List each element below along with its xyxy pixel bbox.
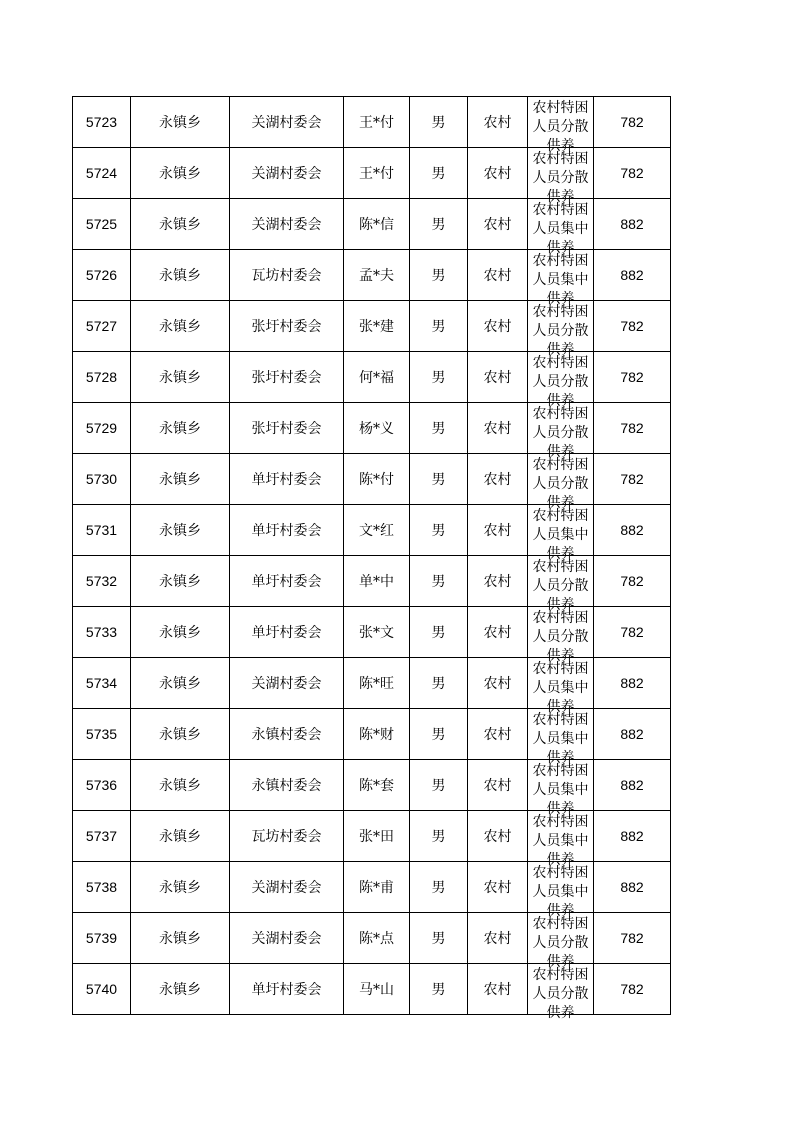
person-name-cell: 陈*甫: [344, 862, 410, 913]
support-category-text: [528, 456, 593, 511]
support-category-line: 农村特困: [532, 559, 589, 575]
support-category-line: 农村特困: [532, 457, 589, 473]
area-type-cell: 农村: [468, 97, 528, 148]
village-committee-cell: 永镇村委会: [230, 760, 344, 811]
support-category-line: 农村特困: [532, 967, 589, 983]
village-committee-cell: 关湖村委会: [230, 148, 344, 199]
table-row: [73, 760, 671, 811]
support-category-line: 人员分散: [532, 578, 589, 594]
area-type-cell: 农村: [468, 913, 528, 964]
township-cell: 永镇乡: [131, 964, 230, 1015]
table-row: [73, 301, 671, 352]
table-row: [73, 658, 671, 709]
person-name-cell: 文*红: [344, 505, 410, 556]
area-type-cell: 农村: [468, 403, 528, 454]
support-category-line: 人员分散: [532, 323, 589, 339]
support-category-cell: [528, 760, 594, 817]
gender-cell: 男: [410, 505, 468, 556]
gender-cell: 男: [410, 148, 468, 199]
beneficiary-table: [72, 96, 671, 1021]
person-name-cell: 张*文: [344, 607, 410, 658]
support-category-line: 供养: [546, 444, 575, 460]
support-category-text: [528, 252, 593, 307]
area-type-cell: 农村: [468, 454, 528, 505]
support-category-cell: [528, 301, 594, 358]
record-number-cell: 5738: [73, 862, 131, 913]
support-category-text: [528, 864, 593, 919]
table-row: [73, 607, 671, 658]
area-type-cell: 农村: [468, 199, 528, 250]
support-category-line: 供养: [546, 750, 575, 766]
person-name-cell: 陈*财: [344, 709, 410, 760]
support-category-cell: [528, 250, 594, 307]
record-number-cell: 5725: [73, 199, 131, 250]
village-committee-cell: 关湖村委会: [230, 658, 344, 709]
table-row: [73, 811, 671, 862]
amount-cell: 882: [594, 709, 671, 760]
support-category-line: 人员分散: [532, 119, 589, 135]
table-row: [73, 403, 671, 454]
support-category-line: 供养: [546, 342, 575, 358]
support-category-cell: [528, 352, 594, 409]
support-category-cell: [528, 658, 594, 715]
support-category-cell: [528, 811, 594, 868]
table-row: [73, 148, 671, 199]
township-cell: 永镇乡: [131, 148, 230, 199]
amount-cell: 782: [594, 607, 671, 658]
support-category-text: [528, 303, 593, 358]
village-committee-cell: 关湖村委会: [230, 862, 344, 913]
gender-cell: 男: [410, 709, 468, 760]
amount-cell: 882: [594, 199, 671, 250]
record-number-cell: 5736: [73, 760, 131, 811]
township-cell: 永镇乡: [131, 811, 230, 862]
amount-cell: 782: [594, 556, 671, 607]
village-committee-cell: 单圩村委会: [230, 964, 344, 1015]
person-name-cell: 陈*套: [344, 760, 410, 811]
support-category-line: 供养: [546, 138, 575, 154]
amount-cell: 782: [594, 97, 671, 148]
amount-cell: 882: [594, 658, 671, 709]
area-type-cell: 农村: [468, 301, 528, 352]
support-category-line: 人员集中: [532, 884, 589, 900]
record-number-cell: 5733: [73, 607, 131, 658]
support-category-text: [528, 507, 593, 562]
support-category-line: 人员集中: [532, 731, 589, 747]
table-row: [73, 913, 671, 964]
gender-cell: 男: [410, 250, 468, 301]
township-cell: 永镇乡: [131, 607, 230, 658]
support-category-text: [528, 354, 593, 409]
support-category-cell: [528, 607, 594, 664]
support-category-line: 农村特困: [532, 661, 589, 677]
person-name-cell: 王*付: [344, 97, 410, 148]
village-committee-cell: 关湖村委会: [230, 199, 344, 250]
support-category-line: 农村特困: [532, 508, 589, 524]
township-cell: 永镇乡: [131, 658, 230, 709]
village-committee-cell: 关湖村委会: [230, 97, 344, 148]
amount-cell: 882: [594, 862, 671, 913]
support-category-line: 供养: [546, 189, 575, 205]
person-name-cell: 陈*信: [344, 199, 410, 250]
support-category-line: 农村特困: [532, 406, 589, 422]
support-category-line: 农村特困: [532, 814, 589, 830]
support-category-text: [528, 99, 593, 154]
amount-cell: 882: [594, 250, 671, 301]
support-category-line: 人员集中: [532, 833, 589, 849]
area-type-cell: 农村: [468, 505, 528, 556]
gender-cell: 男: [410, 301, 468, 352]
support-category-line: 供养: [546, 291, 575, 307]
amount-cell: 782: [594, 964, 671, 1015]
support-category-text: [528, 201, 593, 256]
support-category-text: [528, 762, 593, 817]
support-category-line: 人员分散: [532, 170, 589, 186]
township-cell: 永镇乡: [131, 352, 230, 403]
village-committee-cell: 张圩村委会: [230, 352, 344, 403]
support-category-line: 供养: [546, 954, 575, 970]
support-category-line: 供养: [546, 1005, 575, 1021]
support-category-line: 农村特困: [532, 304, 589, 320]
person-name-cell: 杨*义: [344, 403, 410, 454]
support-category-line: 农村特困: [532, 610, 589, 626]
amount-cell: 882: [594, 811, 671, 862]
township-cell: 永镇乡: [131, 97, 230, 148]
support-category-cell: [528, 862, 594, 919]
amount-cell: 782: [594, 454, 671, 505]
person-name-cell: 何*福: [344, 352, 410, 403]
support-category-cell: [528, 403, 594, 460]
village-committee-cell: 张圩村委会: [230, 403, 344, 454]
area-type-cell: 农村: [468, 148, 528, 199]
village-committee-cell: 单圩村委会: [230, 607, 344, 658]
table-row: [73, 556, 671, 607]
area-type-cell: 农村: [468, 760, 528, 811]
village-committee-cell: 单圩村委会: [230, 556, 344, 607]
record-number-cell: 5731: [73, 505, 131, 556]
support-category-line: 供养: [546, 648, 575, 664]
support-category-text: [528, 150, 593, 205]
support-category-line: 供养: [546, 903, 575, 919]
amount-cell: 882: [594, 760, 671, 811]
village-committee-cell: 瓦坊村委会: [230, 811, 344, 862]
support-category-cell: [528, 556, 594, 613]
support-category-line: 人员集中: [532, 680, 589, 696]
person-name-cell: 陈*付: [344, 454, 410, 505]
table-row: [73, 964, 671, 1015]
township-cell: 永镇乡: [131, 709, 230, 760]
amount-cell: 782: [594, 148, 671, 199]
table-row: [73, 862, 671, 913]
record-number-cell: 5734: [73, 658, 131, 709]
amount-cell: 782: [594, 352, 671, 403]
record-number-cell: 5723: [73, 97, 131, 148]
support-category-line: 人员分散: [532, 629, 589, 645]
person-name-cell: 马*山: [344, 964, 410, 1015]
table-body: [73, 97, 671, 1021]
area-type-cell: 农村: [468, 658, 528, 709]
amount-cell: 782: [594, 301, 671, 352]
support-category-line: 农村特困: [532, 202, 589, 218]
support-category-cell: [528, 505, 594, 562]
township-cell: 永镇乡: [131, 250, 230, 301]
area-type-cell: 农村: [468, 811, 528, 862]
support-category-text: [528, 711, 593, 766]
person-name-cell: 陈*旺: [344, 658, 410, 709]
support-category-line: 农村特困: [532, 100, 589, 116]
support-category-line: 供养: [546, 801, 575, 817]
village-committee-cell: 单圩村委会: [230, 505, 344, 556]
support-category-text: [528, 915, 593, 970]
village-committee-cell: 关湖村委会: [230, 913, 344, 964]
gender-cell: 男: [410, 658, 468, 709]
gender-cell: 男: [410, 964, 468, 1015]
support-category-text: [528, 609, 593, 664]
record-number-cell: 5730: [73, 454, 131, 505]
table-row: [73, 199, 671, 250]
amount-cell: 882: [594, 505, 671, 556]
record-number-cell: 5728: [73, 352, 131, 403]
gender-cell: 男: [410, 454, 468, 505]
support-category-line: 供养: [546, 699, 575, 715]
record-number-cell: 5739: [73, 913, 131, 964]
table-row: [73, 505, 671, 556]
support-category-line: 农村特困: [532, 865, 589, 881]
table-row: [73, 352, 671, 403]
support-category-line: 农村特困: [532, 151, 589, 167]
support-category-line: 农村特困: [532, 916, 589, 932]
village-committee-cell: 张圩村委会: [230, 301, 344, 352]
support-category-line: 人员集中: [532, 272, 589, 288]
village-committee-cell: 瓦坊村委会: [230, 250, 344, 301]
area-type-cell: 农村: [468, 709, 528, 760]
support-category-line: 农村特困: [532, 712, 589, 728]
person-name-cell: 张*建: [344, 301, 410, 352]
area-type-cell: 农村: [468, 862, 528, 913]
township-cell: 永镇乡: [131, 301, 230, 352]
gender-cell: 男: [410, 811, 468, 862]
support-category-line: 供养: [546, 495, 575, 511]
table-row: [73, 97, 671, 148]
support-category-line: 人员分散: [532, 425, 589, 441]
support-category-line: 农村特困: [532, 763, 589, 779]
support-category-text: [528, 660, 593, 715]
village-committee-cell: 永镇村委会: [230, 709, 344, 760]
area-type-cell: 农村: [468, 352, 528, 403]
table-row: [73, 709, 671, 760]
gender-cell: 男: [410, 607, 468, 658]
person-name-cell: 陈*点: [344, 913, 410, 964]
gender-cell: 男: [410, 556, 468, 607]
support-category-cell: [528, 97, 594, 154]
gender-cell: 男: [410, 760, 468, 811]
amount-cell: 782: [594, 403, 671, 454]
record-number-cell: 5727: [73, 301, 131, 352]
support-category-cell: [528, 454, 594, 511]
support-category-line: 供养: [546, 597, 575, 613]
gender-cell: 男: [410, 352, 468, 403]
person-name-cell: 单*中: [344, 556, 410, 607]
support-category-line: 人员集中: [532, 221, 589, 237]
person-name-cell: 张*田: [344, 811, 410, 862]
township-cell: 永镇乡: [131, 556, 230, 607]
area-type-cell: 农村: [468, 964, 528, 1015]
person-name-cell: 王*付: [344, 148, 410, 199]
record-number-cell: 5740: [73, 964, 131, 1015]
village-committee-cell: 单圩村委会: [230, 454, 344, 505]
table-row: [73, 454, 671, 505]
support-category-cell: [528, 913, 594, 970]
gender-cell: 男: [410, 403, 468, 454]
record-number-cell: 5724: [73, 148, 131, 199]
table-row: [73, 250, 671, 301]
support-category-line: 供养: [546, 393, 575, 409]
support-category-cell: [528, 148, 594, 205]
support-category-line: 人员集中: [532, 782, 589, 798]
support-category-text: [528, 966, 593, 1021]
township-cell: 永镇乡: [131, 403, 230, 454]
amount-cell: 782: [594, 913, 671, 964]
gender-cell: 男: [410, 913, 468, 964]
support-category-cell: [528, 199, 594, 256]
gender-cell: 男: [410, 199, 468, 250]
support-category-text: [528, 558, 593, 613]
person-name-cell: 孟*夫: [344, 250, 410, 301]
record-number-cell: 5737: [73, 811, 131, 862]
area-type-cell: 农村: [468, 556, 528, 607]
record-number-cell: 5726: [73, 250, 131, 301]
support-category-cell: [528, 964, 594, 1021]
township-cell: 永镇乡: [131, 199, 230, 250]
support-category-text: [528, 813, 593, 868]
support-category-line: 供养: [546, 240, 575, 256]
area-type-cell: 农村: [468, 250, 528, 301]
record-number-cell: 5735: [73, 709, 131, 760]
support-category-line: 人员集中: [532, 527, 589, 543]
township-cell: 永镇乡: [131, 760, 230, 811]
township-cell: 永镇乡: [131, 913, 230, 964]
record-number-cell: 5729: [73, 403, 131, 454]
support-category-line: 人员分散: [532, 374, 589, 390]
support-category-line: 供养: [546, 852, 575, 868]
gender-cell: 男: [410, 97, 468, 148]
support-category-line: 农村特困: [532, 253, 589, 269]
area-type-cell: 农村: [468, 607, 528, 658]
support-category-line: 农村特困: [532, 355, 589, 371]
support-category-cell: [528, 709, 594, 766]
township-cell: 永镇乡: [131, 862, 230, 913]
support-category-text: [528, 405, 593, 460]
township-cell: 永镇乡: [131, 505, 230, 556]
record-number-cell: 5732: [73, 556, 131, 607]
support-category-line: 人员分散: [532, 935, 589, 951]
township-cell: 永镇乡: [131, 454, 230, 505]
support-category-line: 人员分散: [532, 986, 589, 1002]
gender-cell: 男: [410, 862, 468, 913]
support-category-line: 人员分散: [532, 476, 589, 492]
support-category-line: 供养: [546, 546, 575, 562]
